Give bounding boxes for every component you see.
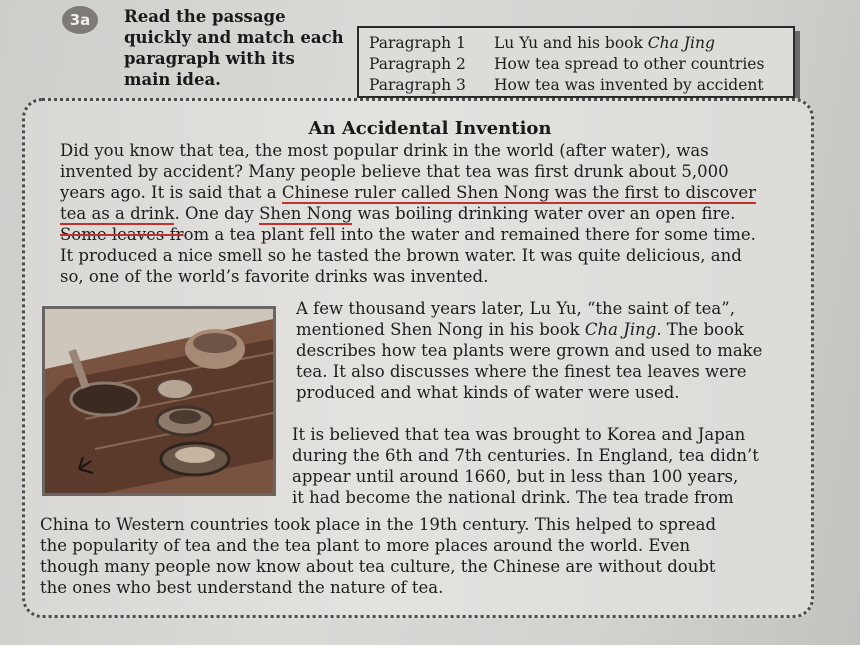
match-row: [369, 75, 793, 96]
paragraph-3: [292, 424, 759, 508]
passage-title: An Accidental Invention: [308, 118, 552, 139]
red-underline-annotation: Chinese ruler called Shen Nong was the first to discover: [281, 183, 756, 202]
p1-line: [60, 224, 756, 245]
book-title: Cha Jing: [584, 320, 657, 339]
match-idea: [494, 33, 793, 54]
match-idea: How tea spread to other countries: [494, 55, 765, 73]
match-idea-text: Lu Yu and his book: [494, 34, 648, 52]
match-paragraph: Paragraph 2: [369, 55, 466, 73]
p1-line: Did you know that tea, the most popular drink in the world (after water), was: [60, 141, 709, 160]
p1-text: was boiling drinking water over an open fire.: [352, 204, 736, 223]
p1-text: . One day: [174, 204, 260, 223]
p2-line: [296, 319, 762, 340]
match-paragraph: Paragraph 1: [369, 34, 466, 52]
match-box: [357, 26, 795, 98]
tea-set-illustration: [45, 309, 273, 493]
exercise-badge: 3a: [62, 6, 98, 34]
p1-line: invented by accident? Many people believe that tea was first drunk about 5,000: [60, 162, 729, 181]
paragraph-3-continued: [40, 514, 716, 598]
p3-line: it had become the national drink. The tea trade from: [292, 488, 734, 507]
p2-text: mentioned Shen Nong in his book: [296, 320, 585, 339]
red-underline-annotation: Shen Nong: [259, 204, 353, 223]
p2-line: A few thousand years later, Lu Yu, “the saint of tea”,: [296, 299, 735, 318]
match-paragraph: Paragraph 3: [369, 76, 466, 94]
red-strike-annotation: Some leaves fr: [60, 225, 184, 244]
red-underline-annotation: tea as a drink: [60, 204, 175, 223]
p2-line: describes how tea plants were grown and used to make: [296, 341, 763, 360]
tea-set-photo: [42, 306, 276, 496]
p3-line: during the 6th and 7th centuries. In England, tea didn’t: [292, 446, 759, 465]
p2-line: tea. It also discusses where the finest tea leaves were: [296, 362, 747, 381]
p2-line: produced and what kinds of water were used.: [296, 383, 680, 402]
match-idea-book: Cha Jing: [647, 34, 715, 52]
p1-line: [60, 203, 735, 224]
match-idea: How tea was invented by accident: [494, 76, 764, 94]
p1-line: so, one of the world’s favorite drinks was invented.: [60, 267, 489, 286]
p3-line: though many people now know about tea culture, the Chinese are without doubt: [40, 557, 716, 576]
p3-line: China to Western countries took place in the 19th century. This helped to spread: [40, 515, 717, 534]
p3-line: the popularity of tea and the tea plant to more places around the world. Even: [40, 536, 691, 555]
p1-text: om a tea plant fell into the water and remained there for some time.: [183, 225, 756, 244]
p1-line: It produced a nice smell so he tasted the brown water. It was quite delicious, and: [60, 246, 742, 265]
p1-text: years ago. It is said that a: [60, 183, 282, 202]
paragraph-2: [296, 298, 762, 403]
p3-line: appear until around 1660, but in less than 100 years,: [292, 467, 739, 486]
match-row: [369, 54, 793, 75]
p3-line: the ones who best understand the nature of tea.: [40, 578, 444, 597]
p2-text: . The book: [656, 320, 744, 339]
match-row: [369, 33, 793, 54]
p3-line: It is believed that tea was brought to Korea and Japan: [292, 425, 746, 444]
exercise-instruction: Read the passage quickly and match each paragraph with its main idea.: [124, 7, 344, 89]
p1-line: [60, 182, 756, 203]
